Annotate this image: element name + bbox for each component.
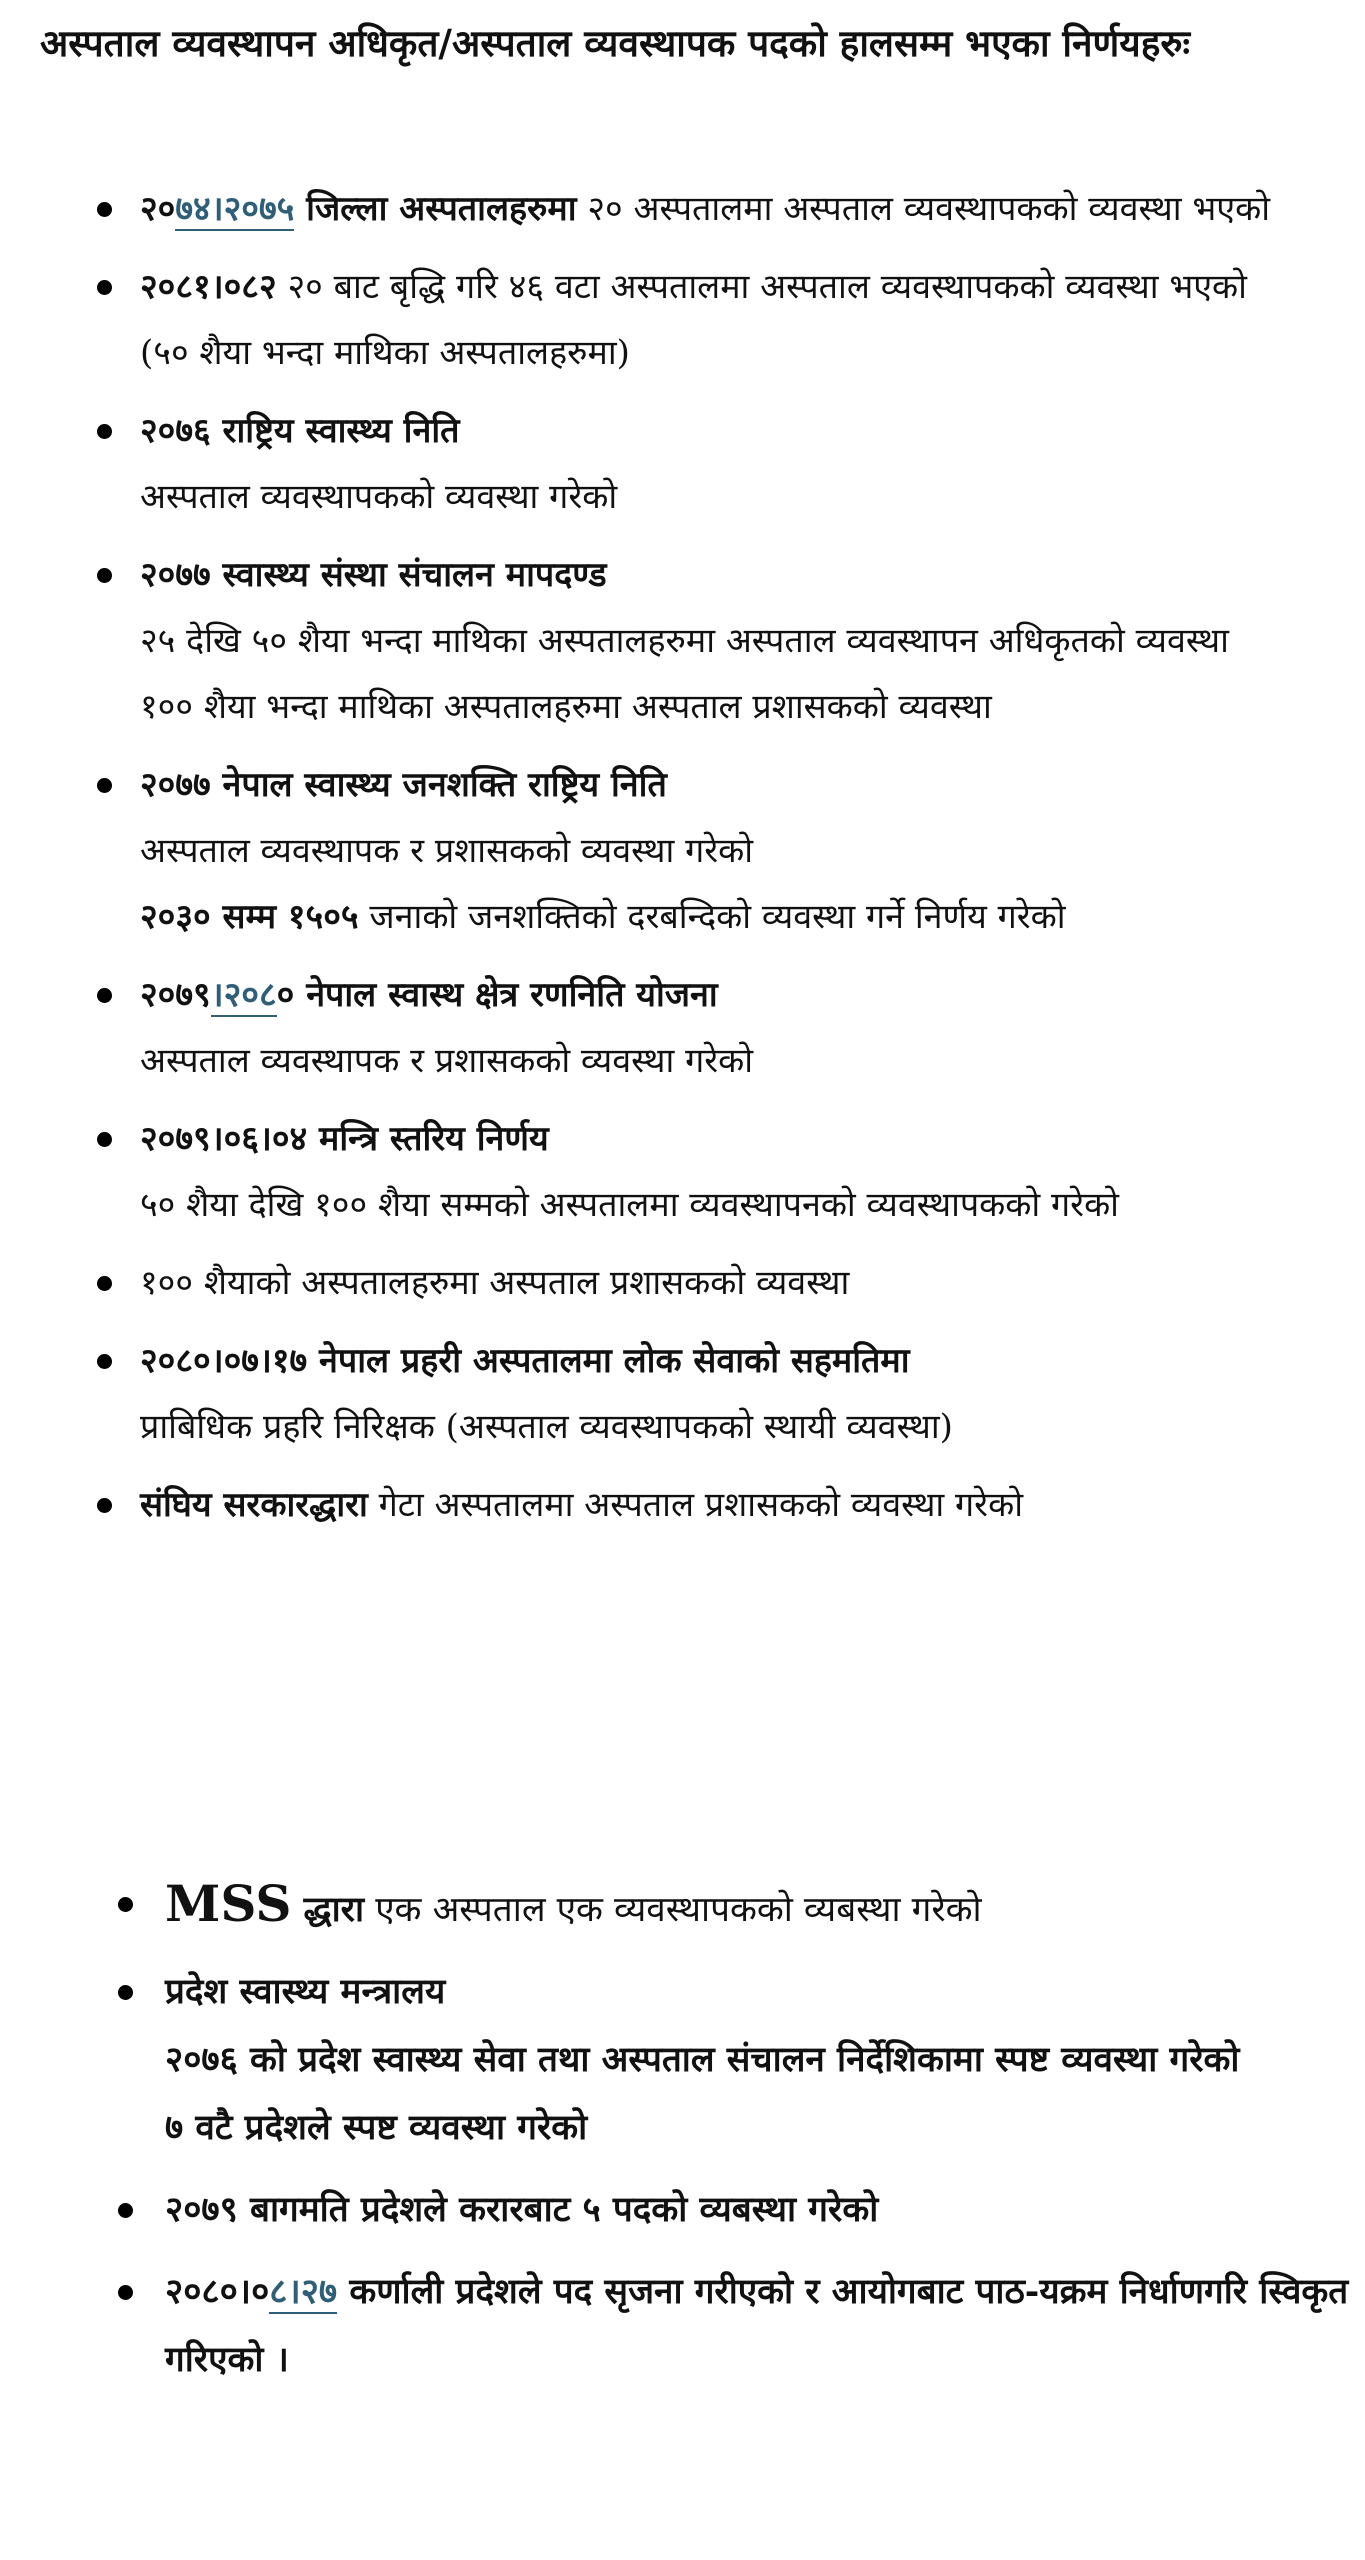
bullet-icon [97,988,112,1003]
inline-link[interactable]: ।२०८ [210,975,277,1015]
inline-link[interactable]: ७४।२०७५ [175,189,295,229]
item-text: २०३० सम्म १५०५ जनाको जनशक्तिको दरबन्दिको व्यवस्था गर्ने निर्णय गरेको [140,897,1066,937]
item-text: २५ देखि ५० शैया भन्दा माथिका अस्पतालहरुमा अस्पताल व्यवस्थापन अधिकृतको व्यवस्था [140,621,1229,661]
item-text: २०७९ बागमति प्रदेशले करारबाट ५ पदको व्यबस्था गरेको [165,2189,879,2230]
bullet-icon [97,280,112,295]
bullet-icon [97,778,112,793]
item-lead: २०८१।०८२ [140,267,277,307]
list-item-2081-082 [0,254,1300,386]
list-item-2077-standards [0,542,1300,740]
decisions-list [0,176,1365,1538]
item-text: अस्पताल व्यवस्थापकको व्यवस्था गरेको [140,477,618,517]
item-text: ७ वटै प्रदेशले स्पष्ट व्यवस्था गरेको [165,2107,588,2148]
item-text: २०७६ को प्रदेश स्वास्थ्य सेवा तथा अस्पताल संचालन निर्देशिकामा स्पष्ट व्यवस्था गरेको [165,2039,1240,2080]
page-title: अस्पताल व्यवस्थापन अधिकृत/अस्पताल व्यवस्थापक पदको हालसम्म भएका निर्णयहरुः [40,22,1191,65]
item-text: १०० शैयाको अस्पतालहरुमा अस्पताल प्रशासकको व्यवस्था [140,1263,850,1303]
item-text: अस्पताल व्यवस्थापक र प्रशासकको व्यवस्था गरेको [140,831,754,871]
bullet-icon [118,1985,133,2000]
item-text: २० अस्पतालमा अस्पताल व्यवस्थापकको व्यवस्था भएको [576,189,1271,229]
item-lead: २०७९।२०८० नेपाल स्वास्थ क्षेत्र रणनिति योजना [140,975,718,1015]
item-lead: २०७४।२०७५ जिल्ला अस्पतालहरुमा [140,189,577,229]
bullet-icon [97,1354,112,1369]
mss-label: MSS [165,1874,292,1933]
bullet-icon [97,424,112,439]
item-lead: २०७९।०६।०४ मन्त्रि स्तरिय निर्णय [140,1119,549,1159]
bullet-icon [97,568,112,583]
bullet-icon [118,2203,133,2218]
list-item-police-hospital [0,1328,1300,1460]
list-item-2077-hr-policy [0,752,1300,950]
list-item-100-bed [0,1250,1300,1316]
item-text: एक अस्पताल एक व्यवस्थापकको व्यबस्था गरेको [364,1890,982,1930]
list-item-provincial-ministry [0,1958,1360,2162]
list-item-ministerial-decision [0,1106,1300,1238]
item-lead: प्रदेश स्वास्थ्य मन्त्रालय [165,1971,446,2012]
bullet-icon [118,2285,133,2300]
item-lead: २०७७ नेपाल स्वास्थ्य जनशक्ति राष्ट्रिय निति [140,765,667,805]
item-text: अस्पताल व्यवस्थापक र प्रशासकको व्यवस्था गरेको [140,1041,754,1081]
bullet-icon [118,1897,133,1912]
bullet-icon [97,1498,112,1513]
bullet-icon [97,1132,112,1147]
provincial-decisions-list [0,1870,1365,2394]
item-text: गेटा अस्पतालमा अस्पताल प्रशासकको व्यवस्था गरेको [367,1485,1023,1525]
list-item-2074-2075 [0,176,1300,242]
list-item-mss [0,1870,1360,1944]
list-item-2076-health-policy [0,398,1300,530]
item-lead: २०७६ राष्ट्रिय स्वास्थ्य निति [140,411,460,451]
item-text: प्राबिधिक प्रहरि निरिक्षक (अस्पताल व्यवस्थापकको स्थायी व्यवस्था) [140,1407,953,1447]
inline-link[interactable]: ८।२७ [269,2271,338,2312]
list-item-2079-2080-strategy [0,962,1300,1094]
bullet-icon [97,202,112,217]
item-lead: संघिय सरकारद्धारा [140,1485,368,1525]
item-text: २० बाट बृद्धि गरि ४६ वटा अस्पतालमा अस्पताल व्यवस्थापकको व्यवस्था भएको (५० शैया भन्दा माथिका अस्पतालहरुमा) [140,267,1247,373]
bullet-icon [97,1276,112,1291]
item-text: १०० शैया भन्दा माथिका अस्पतालहरुमा अस्पताल प्रशासकको व्यवस्था [140,687,992,727]
list-item-bagmati [0,2176,1360,2244]
item-lead: २०७७ स्वास्थ्य संस्था संचालन मापदण्ड [140,555,607,595]
item-lead: २०८०।०७।१७ नेपाल प्रहरी अस्पतालमा लोक सेवाको सहमतिमा [140,1341,910,1381]
list-item-federal-government [0,1472,1300,1538]
item-text: ५० शैया देखि १०० शैया सम्मको अस्पतालमा व्यवस्थापनको व्यवस्थापकको गरेको [140,1185,1119,1225]
item-lead: द्धारा [291,1889,365,1930]
list-item-karnali [0,2258,1360,2394]
item-text: २०८०।०८।२७ कर्णाली प्रदेशले पद सृजना गरीएको र आयोगबाट पाठ-यक्रम निर्धाणगरि स्विकृत गरिएको । [165,2271,1349,2380]
